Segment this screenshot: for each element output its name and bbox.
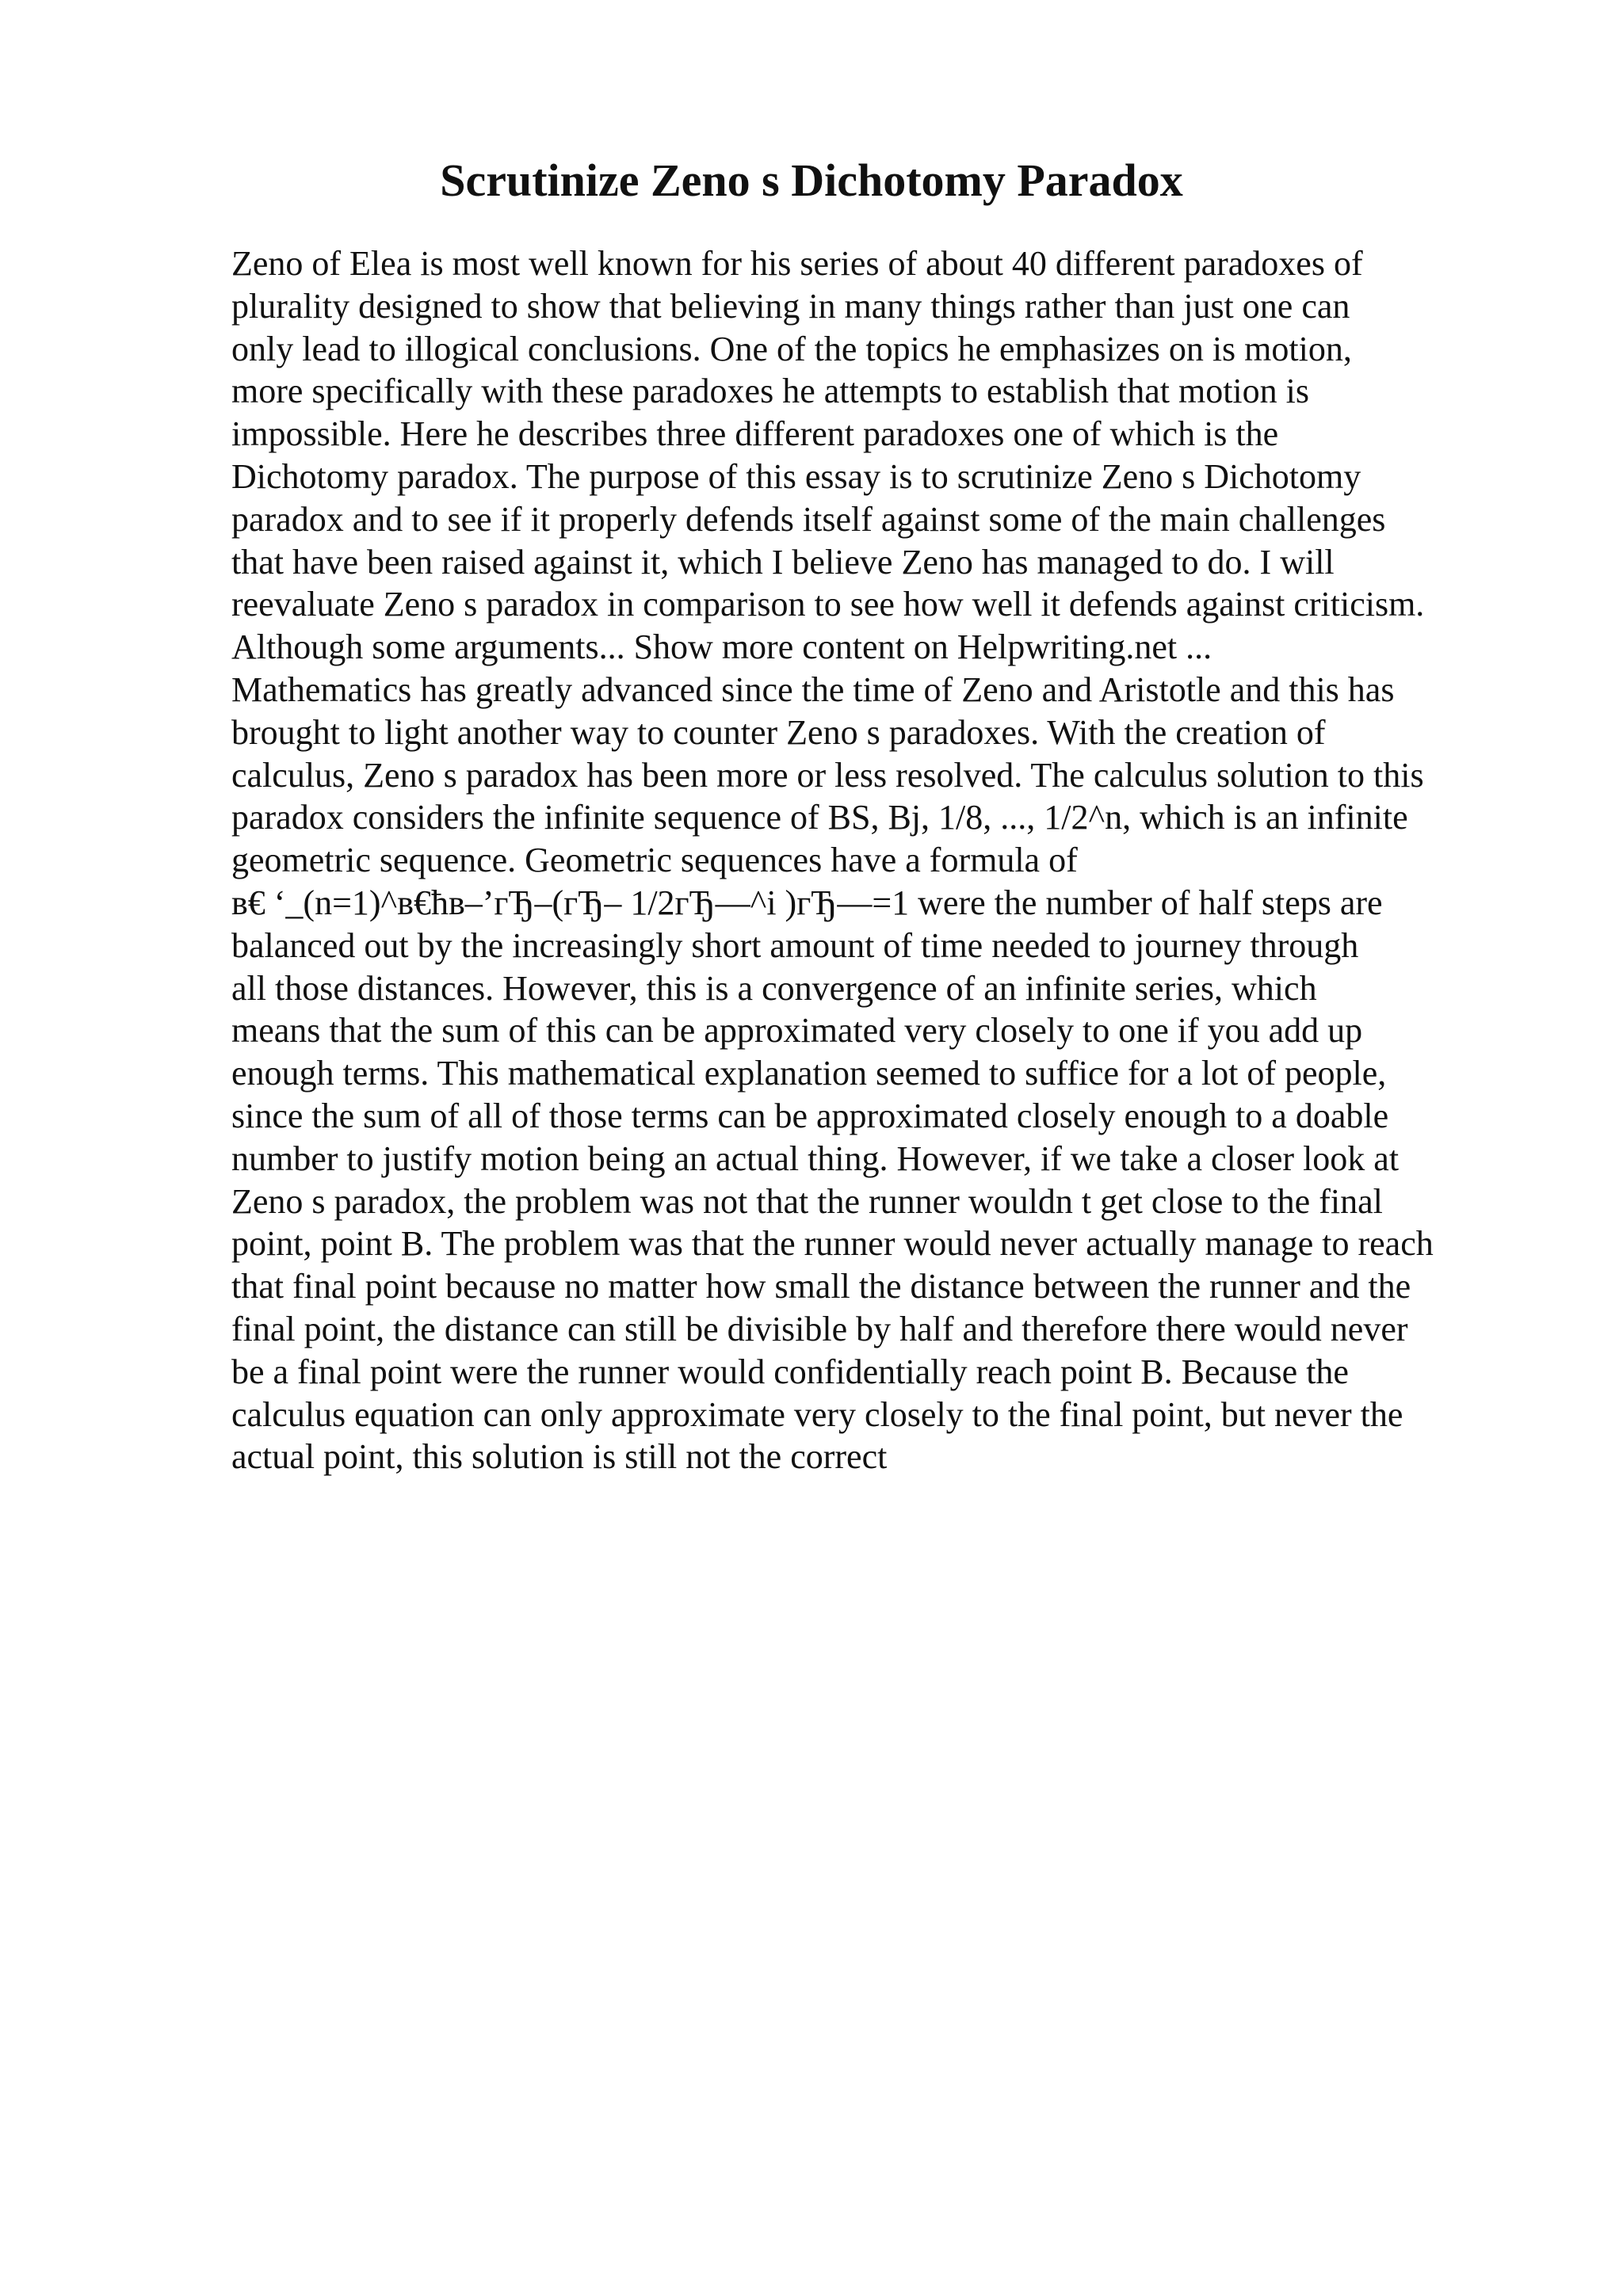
- essay-line: paradox and to see if it properly defends itself against some of the main challenges: [231, 499, 1386, 539]
- essay-line: Zeno of Elea is most well known for his series of about 40 different paradoxes of: [231, 244, 1363, 283]
- essay-line: point, point B. The problem was that the runner would never actually manage to reach: [231, 1224, 1434, 1264]
- essay-line: since the sum of all of those terms can be approximated closely enough to a doable: [231, 1096, 1389, 1135]
- essay-line: balanced out by the increasingly short amount of time needed to journey through: [231, 925, 1359, 965]
- essay-line: that final point because no matter how small the distance between the runner and the: [231, 1267, 1411, 1306]
- essay-line: Dichotomy paradox. The purpose of this essay is to scrutinize Zeno s Dichotomy: [231, 456, 1361, 496]
- essay-body: [231, 242, 1515, 1478]
- essay-line: means that the sum of this can be approximated very closely to one if you add up: [231, 1011, 1363, 1051]
- essay-line: calculus equation can only approximate very closely to the final point, but never the: [231, 1394, 1403, 1434]
- essay-line: Mathematics has greatly advanced since the time of Zeno and Aristotle and this has: [231, 669, 1395, 709]
- essay-line: be a final point were the runner would confidentially reach point B. Because the: [231, 1352, 1349, 1391]
- essay-line: final point, the distance can still be divisible by half and therefore there would never: [231, 1309, 1408, 1348]
- essay-line: all those distances. However, this is a convergence of an infinite series, which: [231, 968, 1317, 1008]
- essay-line: that have been raised against it, which I believe Zeno has managed to do. I will: [231, 542, 1335, 582]
- essay-line: only lead to illogical conclusions. One of the topics he emphasizes on is motion,: [231, 329, 1352, 368]
- essay-line: calculus, Zeno s paradox has been more or less resolved. The calculus solution to this: [231, 755, 1424, 795]
- essay-line: geometric sequence. Geometric sequences have a formula of: [231, 841, 1078, 880]
- essay-line: more specifically with these paradoxes he attempts to establish that motion is: [231, 372, 1310, 411]
- document-title: Scrutinize Zeno s Dichotomy Paradox: [440, 154, 1183, 206]
- essay-line: Zeno s paradox, the problem was not that the runner wouldn t get close to the final: [231, 1181, 1383, 1221]
- essay-line: paradox considers the infinite sequence of BS, Bj, 1/8, ..., 1/2^n, which is an infinite: [231, 798, 1408, 837]
- essay-line: brought to light another way to counter Zeno s paradoxes. With the creation of: [231, 712, 1326, 752]
- essay-line: impossible. Here he describes three different paradoxes one of which is the: [231, 414, 1279, 454]
- show-more-line: Although some arguments... Show more content on Helpwriting.net ...: [231, 627, 1212, 667]
- essay-line: plurality designed to show that believing in many things rather than just one can: [231, 286, 1350, 326]
- essay-line: actual point, this solution is still not the correct: [231, 1437, 888, 1477]
- essay-line: enough terms. This mathematical explanation seemed to suffice for a lot of people,: [231, 1054, 1387, 1093]
- formula-line: в€ ‘_(n=1)^в€ћв–’гЂ–(гЂ– 1/2гЂ—^i )гЂ—=1 were the number of half steps are: [231, 883, 1383, 922]
- essay-line: reevaluate Zeno s paradox in comparison to see how well it defends against criticism.: [231, 585, 1425, 624]
- essay-line: number to justify motion being an actual thing. However, if we take a closer look at: [231, 1138, 1400, 1178]
